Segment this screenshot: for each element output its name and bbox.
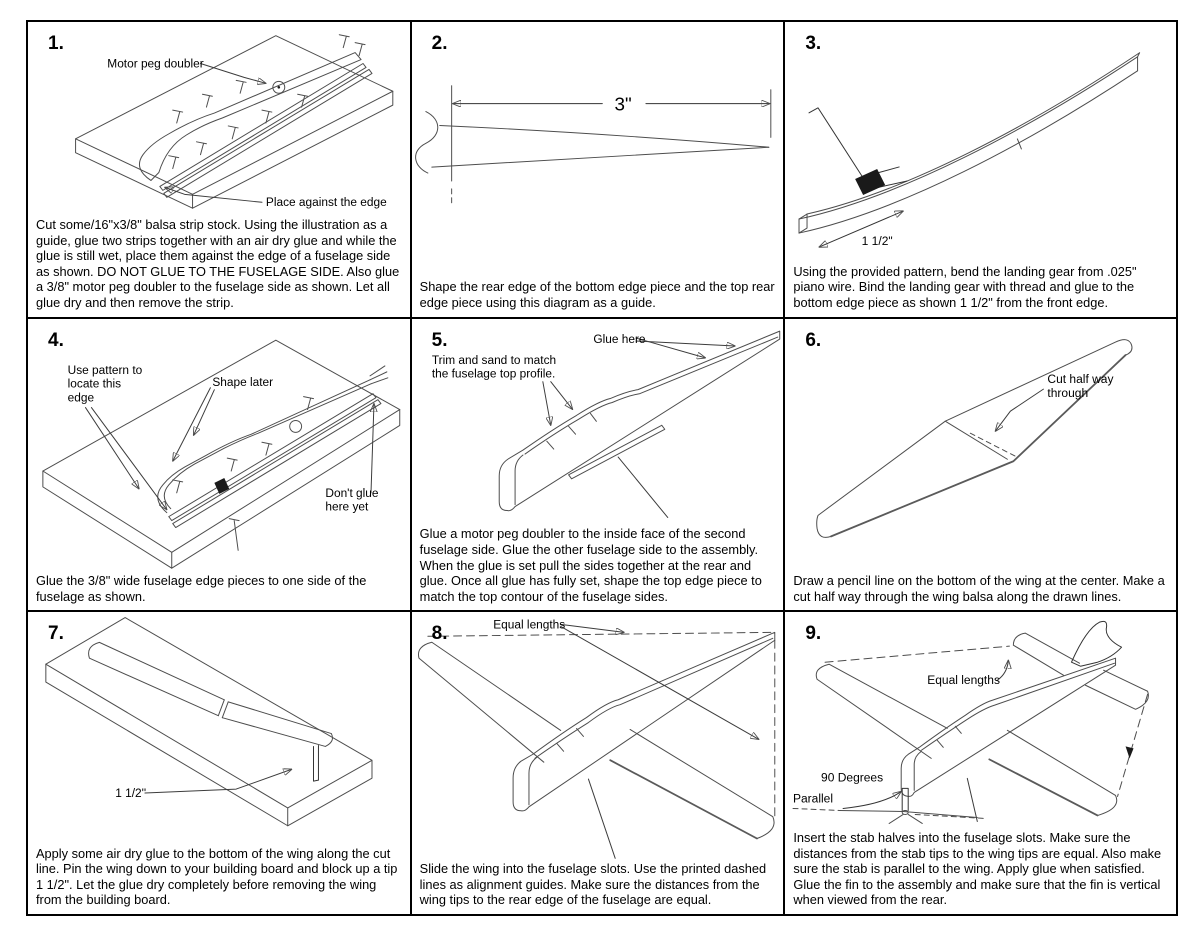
- trim-leader: [550, 381, 572, 409]
- down-arrowhead: [1126, 747, 1134, 759]
- trim-label-line2: the fuselage top profile.: [431, 366, 555, 381]
- fuselage-assembly: [513, 633, 775, 812]
- use-pattern-label-line2: locate this: [67, 376, 122, 391]
- step-6-drawing: [785, 319, 1176, 573]
- step-9-drawing: [785, 612, 1176, 830]
- dont-glue-label-line1: Don't glue: [325, 485, 379, 500]
- wing-installed: [418, 643, 774, 839]
- cut-label-line2: through: [1047, 385, 1089, 400]
- t-pins: [169, 35, 365, 169]
- wing-blank: [817, 339, 1132, 537]
- motor-peg-leader: [200, 63, 265, 83]
- shape-later-label: Shape later: [212, 374, 274, 389]
- step-4-drawing: [28, 319, 410, 573]
- step-4-figure: [28, 319, 410, 573]
- fuselage-side-outline: [139, 53, 361, 181]
- step-7-figure: [28, 612, 410, 845]
- cut-leader: [996, 389, 1044, 431]
- glue-here-label: Glue here: [593, 331, 646, 346]
- step-number: 4.: [48, 329, 64, 351]
- step-1-drawing: [28, 22, 410, 217]
- step-number: 6.: [805, 329, 822, 351]
- landing-gear-wire: [809, 108, 907, 195]
- step-2-figure: [412, 22, 784, 279]
- building-board: [46, 618, 372, 826]
- step-4-caption: Glue the 3/8" wide fuselage edge pieces to one side of the fuselage as shown.: [36, 573, 367, 604]
- fin-rear-view: [903, 789, 909, 811]
- step-5-caption: Glue a motor peg doubler to the inside face of the second fuselage side. Glue the other fuselage side to the assembly. When the glue is set pull the sides together at the rear and glue. Once all glue has fully set, shape the top edge piece to match the top contour of the fuselage sides.: [419, 526, 762, 604]
- step-9-caption: Insert the stab halves into the fuselage slots. Make sure the distances from the stab tips to the wing tips are equal. Also make sure the stab is parallel to the wing. Apply glue when satisfied. Glue the fin to the assembly and make sure that the fin is vertical when viewed from the rear.: [793, 829, 1162, 908]
- step-9-panel: [785, 612, 1176, 914]
- equal-lengths-leader-2: [560, 627, 758, 740]
- fin: [1072, 622, 1122, 667]
- use-pattern-label-line3: edge: [67, 390, 95, 405]
- wing-root-leader: [968, 779, 978, 822]
- length-dimension-label: 3": [614, 93, 632, 115]
- step-7-panel: [28, 612, 412, 914]
- equal-lengths-label: Equal lengths: [492, 617, 565, 632]
- step-1-panel: [28, 22, 412, 319]
- step-number: 2.: [431, 33, 448, 54]
- step-5-drawing: [412, 319, 784, 527]
- equal-lengths-label: Equal lengths: [927, 673, 1001, 688]
- steps-grid: [26, 20, 1178, 916]
- step-2-caption: Shape the rear edge of the bottom edge piece and the top rear edge piece using this diagram as a guide.: [419, 279, 775, 311]
- glued-patch: [214, 478, 229, 494]
- place-edge-label: Place against the edge: [265, 195, 387, 210]
- step-number: 7.: [48, 623, 64, 645]
- step-6-panel: [785, 319, 1176, 613]
- step-3-caption: Using the provided pattern, bend the landing gear from .025" piano wire. Bind the landing gear with thread and glue to the bottom edge piece as shown 1 1/2" from the front edge.: [793, 263, 1137, 311]
- ninety-degrees-label: 90 Degrees: [821, 770, 884, 785]
- step-3-panel: [785, 22, 1176, 319]
- step-number: 3.: [805, 33, 822, 54]
- wing-slot: [568, 425, 664, 479]
- step-8-drawing: [412, 612, 784, 861]
- taper-profile: [415, 112, 768, 173]
- step-7-caption: Apply some air dry glue to the bottom of the wing along the cut line. Pin the wing down to your building board and block up a tip 1 1/2". Let the glue dry completely before removing the wing from the building board.: [36, 845, 398, 908]
- parallel-label: Parallel: [793, 791, 834, 806]
- trim-leader-2: [542, 381, 550, 425]
- bottom-edge-piece: [799, 53, 1140, 233]
- step-4-panel: [28, 319, 412, 613]
- step-5-figure: [412, 319, 784, 527]
- angle-arc: [843, 792, 901, 809]
- step-5-panel: [412, 319, 786, 613]
- step-1-figure: [28, 22, 410, 217]
- dont-glue-label-line2: here yet: [325, 499, 369, 514]
- trim-label-line1: Trim and sand to match: [431, 352, 556, 367]
- use-pattern-leader: [85, 407, 139, 488]
- step-6-caption: Draw a pencil line on the bottom of the wing at the center. Make a cut half way through the wing balsa along the drawn lines.: [793, 573, 1165, 604]
- riser-leader: [145, 770, 292, 794]
- step-3-figure: [785, 22, 1176, 264]
- shape-later-leader-2: [194, 389, 215, 435]
- step-1-caption: Cut some/16"x3/8" balsa strip stock. Using the illustration as a guide, glue two strips together with an air dry glue and while the glue is still wet, place them against the edge of a fuselage side as shown. DO NOT GLUE TO THE FUSELAGE SIDE. Also glue a 3/8" motor peg doubler to the fuselage side as shown. Let all glue dry and then remove the strip.: [36, 217, 400, 311]
- step-number: 9.: [805, 623, 822, 645]
- shape-later-leader: [173, 387, 211, 460]
- riser-block: [313, 746, 318, 782]
- step-8-figure: [412, 612, 784, 861]
- gear-offset-dimension-label: 1 1/2": [862, 234, 893, 249]
- motor-peg-label: Motor peg doubler: [107, 56, 204, 71]
- step-8-panel: [412, 612, 786, 914]
- step-7-drawing: [28, 612, 410, 845]
- dont-glue-leader: [371, 403, 374, 492]
- step-2-panel: [412, 22, 786, 319]
- step-2-drawing: [412, 22, 784, 279]
- step-9-figure: [785, 612, 1176, 830]
- equal-lengths-leader: [560, 625, 623, 633]
- glue-here-leader-2: [636, 341, 735, 346]
- cut-line: [971, 433, 1018, 457]
- step-6-figure: [785, 319, 1176, 573]
- rear-view-inset: [793, 771, 985, 824]
- step-number: 8.: [431, 623, 448, 645]
- riser-dimension-label: 1 1/2'': [115, 786, 147, 801]
- stab-halves: [1014, 634, 1149, 710]
- step-3-drawing: [785, 22, 1176, 264]
- wing-root-leader: [588, 779, 615, 858]
- step-number: 5.: [431, 329, 448, 351]
- motor-peg-doubler-mark: [290, 420, 302, 432]
- cut-label-line1: Cut half way: [1047, 371, 1114, 386]
- step-8-caption: Slide the wing into the fuselage slots. Use the printed dashed lines as alignment guides. Make sure the distances from the wing tips to the rear edge of the fuselage are equal.: [419, 861, 767, 908]
- step-number: 1.: [48, 33, 64, 54]
- use-pattern-label-line1: Use pattern to: [67, 362, 143, 377]
- glue-here-leader: [636, 338, 705, 358]
